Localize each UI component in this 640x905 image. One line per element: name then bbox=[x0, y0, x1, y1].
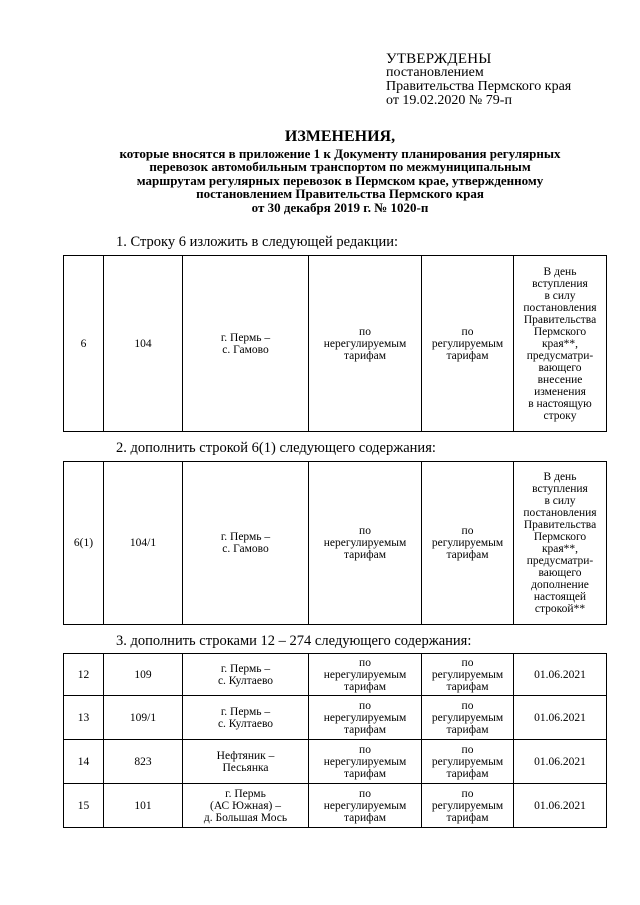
table-row bbox=[64, 462, 607, 625]
cell-start-date: В день вступления в силу постановления Правительства Пермского края**, предусматри- вающего внесение изменения в настоящую строку bbox=[514, 256, 607, 432]
document-subtitle-2: перевозок автомобильным транспортом по межмуниципальным bbox=[149, 159, 531, 175]
cell-tariff-unregulated: по нерегулируемым тарифам bbox=[309, 256, 422, 432]
cell-number: 6 bbox=[64, 256, 104, 432]
table-row-6 bbox=[63, 255, 607, 432]
cell-route-name: г. Пермь – с. Култаево bbox=[183, 654, 309, 696]
cell-tariff-unregulated: по нерегулируемым тарифам bbox=[309, 740, 422, 784]
cell-start-date: В день вступления в силу постановления Правительства Пермского края**, предусматри- вающего дополнение настоящей строкой** bbox=[514, 462, 607, 625]
cell-route: 109/1 bbox=[104, 696, 183, 740]
cell-tariff-unregulated: по нерегулируемым тарифам bbox=[309, 654, 422, 696]
cell-start-date: 01.06.2021 bbox=[514, 740, 607, 784]
cell-number: 14 bbox=[64, 740, 104, 784]
cell-route-name: г. Пермь – с. Гамово bbox=[183, 256, 309, 432]
cell-tariff-regulated: по регулируемым тарифам bbox=[422, 740, 514, 784]
cell-route-name: г. Пермь – с. Култаево bbox=[183, 696, 309, 740]
cell-route: 823 bbox=[104, 740, 183, 784]
approval-line-3: от 19.02.2020 № 79-п bbox=[386, 93, 512, 108]
cell-start-date: 01.06.2021 bbox=[514, 784, 607, 828]
cell-tariff-regulated: по регулируемым тарифам bbox=[422, 462, 514, 625]
cell-tariff-unregulated: по нерегулируемым тарифам bbox=[309, 462, 422, 625]
cell-start-date: 01.06.2021 bbox=[514, 696, 607, 740]
cell-number: 12 bbox=[64, 654, 104, 696]
approval-title: УТВЕРЖДЕНЫ bbox=[386, 51, 492, 67]
document-subtitle-5: от 30 декабря 2019 г. № 1020-п bbox=[251, 199, 429, 215]
cell-start-date: 01.06.2021 bbox=[514, 654, 607, 696]
document-subtitle-1: которые вносятся в приложение 1 к Документу планирования регулярных bbox=[119, 146, 561, 161]
table-row bbox=[64, 696, 607, 740]
cell-route-name: г. Пермь – с. Гамово bbox=[183, 462, 309, 625]
cell-route: 109 bbox=[104, 654, 183, 696]
document-subtitle-4: постановлением Правительства Пермского края bbox=[196, 186, 484, 202]
item-1: 1. Строку 6 изложить в следующей редакции: bbox=[116, 234, 399, 250]
table-row bbox=[64, 740, 607, 784]
cell-route-name: г. Пермь (АС Южная) – д. Большая Мось bbox=[183, 784, 309, 828]
cell-tariff-unregulated: по нерегулируемым тарифам bbox=[309, 784, 422, 828]
cell-number: 15 bbox=[64, 784, 104, 828]
cell-route: 104 bbox=[104, 256, 183, 432]
document-title: ИЗМЕНЕНИЯ, bbox=[284, 128, 396, 145]
document-subtitle-3: маршрутам регулярных перевозок в Пермском крае, утвержденному bbox=[136, 172, 544, 188]
cell-number: 13 bbox=[64, 696, 104, 740]
cell-tariff-unregulated: по нерегулируемым тарифам bbox=[309, 696, 422, 740]
cell-route: 101 bbox=[104, 784, 183, 828]
cell-number: 6(1) bbox=[64, 462, 104, 625]
approval-line-1: постановлением bbox=[386, 65, 484, 80]
cell-route-name: Нефтяник – Песьянка bbox=[183, 740, 309, 784]
table-row bbox=[64, 654, 607, 696]
table-row bbox=[64, 256, 607, 432]
cell-tariff-regulated: по регулируемым тарифам bbox=[422, 256, 514, 432]
item-2: 2. дополнить строкой 6(1) следующего содержания: bbox=[116, 440, 436, 456]
document-heading bbox=[60, 128, 620, 214]
cell-route: 104/1 bbox=[104, 462, 183, 625]
cell-tariff-regulated: по регулируемым тарифам bbox=[422, 696, 514, 740]
approval-line-2: Правительства Пермского края bbox=[386, 79, 572, 94]
table-row-6-1 bbox=[63, 461, 607, 625]
table-row bbox=[64, 784, 607, 828]
cell-tariff-regulated: по регулируемым тарифам bbox=[422, 784, 514, 828]
cell-tariff-regulated: по регулируемым тарифам bbox=[422, 654, 514, 696]
table-rows-12-274 bbox=[63, 653, 607, 828]
approval-stamp bbox=[386, 52, 626, 108]
item-3: 3. дополнить строками 12 – 274 следующего содержания: bbox=[116, 633, 472, 649]
